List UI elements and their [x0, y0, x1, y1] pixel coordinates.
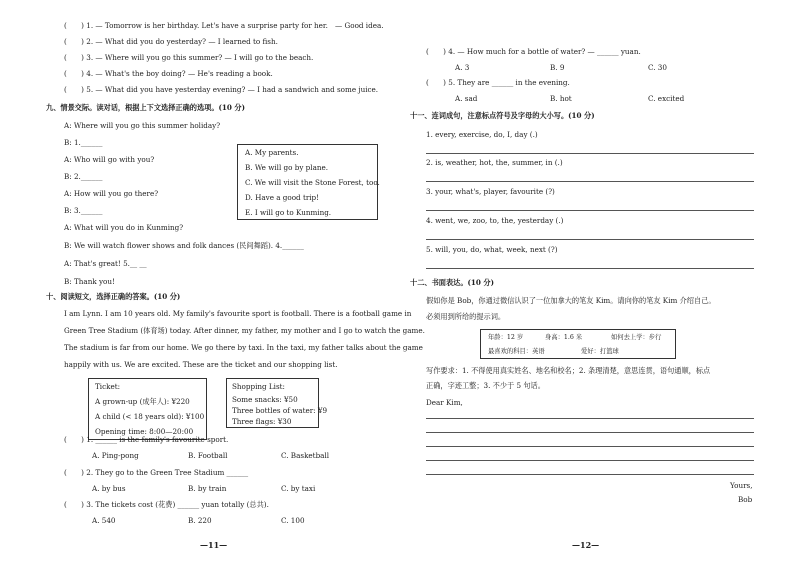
shopping-line: Three bottles of water: ¥9 — [232, 406, 328, 415]
mc-question-4: ( ) 4. — How much for a bottle of water? — ______ yuan. — [426, 47, 641, 56]
reading-option: B. by train — [188, 484, 227, 493]
mc-question-4: ( ) 4. — What's the boy doing? — He's reading a book. — [64, 69, 273, 78]
dialog-line: A: How will you go there? — [64, 189, 159, 198]
dialog-line: B: 3.______ — [64, 206, 103, 215]
ticket-title: Ticket: — [95, 382, 121, 391]
option-d: D. Have a good trip! — [245, 193, 320, 202]
letter-salutation: Dear Kim, — [426, 398, 463, 407]
ticket-line: A grown-up (成年人): ¥220 — [95, 397, 190, 406]
info-hobby: 爱好：打篮球 — [581, 348, 619, 355]
section-11-heading: 十一、连词成句，注意标点符号及字母的大小写。(10 分) — [410, 111, 595, 120]
option-e: E. I will go to Kunming. — [245, 208, 332, 217]
mc-option: C. excited — [648, 94, 685, 103]
writing-requirements: 写作要求：1. 不得使用真实姓名、地名和校名；2. 条理清楚，意思连贯，语句通顺，标点 — [426, 366, 711, 375]
answer-line — [426, 239, 754, 240]
info-commute: 如何去上学：步行 — [611, 334, 662, 341]
mc-option: C. 30 — [648, 63, 667, 72]
reading-option: A. Ping-pong — [92, 451, 139, 460]
word-order-item-2: 2. is, weather, hot, the, summer, in (.) — [426, 158, 563, 167]
dialog-line: A: Who will go with you? — [64, 155, 155, 164]
answer-line — [426, 181, 754, 182]
reading-question-1: ( ) 1. ______ is the family's favourite sport. — [64, 435, 229, 444]
reading-option: B. Football — [188, 451, 228, 460]
reading-question-3: ( ) 3. The tickets cost (花费) ______ yuan totally (总共). — [64, 500, 269, 509]
answer-line — [426, 268, 754, 269]
writing-line — [426, 418, 754, 419]
dialog-line: B: 1.______ — [64, 138, 103, 147]
dialog-line: B: Thank you! — [64, 277, 115, 286]
ticket-line: A child (< 18 years old): ¥100 — [95, 412, 205, 421]
reading-option: B. 220 — [188, 516, 212, 525]
answer-line — [426, 153, 754, 154]
passage-line: Green Tree Stadium (体育场) today. After dinner, my father, my mother and I go to watch the game. — [64, 326, 425, 335]
option-c: C. We will visit the Stone Forest, too. — [245, 178, 380, 187]
word-order-item-3: 3. your, what's, player, favourite (?) — [426, 187, 555, 196]
writing-prompt: 必须用到所给的提示词。 — [426, 312, 506, 321]
reading-option: C. Basketball — [281, 451, 330, 460]
mc-option: B. 9 — [550, 63, 565, 72]
ticket-line: Opening time: 8:00—20:00 — [95, 427, 194, 436]
writing-requirements: 正确，字迹工整；3. 不少于 5 句话。 — [426, 381, 545, 390]
word-order-item-5: 5. will, you, do, what, week, next (?) — [426, 245, 558, 254]
word-order-item-1: 1. every, exercise, do, I, day (.) — [426, 130, 538, 139]
writing-line — [426, 474, 754, 475]
letter-closing: Yours, — [730, 481, 753, 490]
section-12-heading: 十二、书面表达。(10 分) — [410, 278, 494, 287]
mc-option: A. 3 — [455, 63, 470, 72]
page-number: —11— — [200, 540, 228, 550]
mc-question-2: ( ) 2. — What did you do yesterday? — I learned to fish. — [64, 37, 278, 46]
option-b: B. We will go by plane. — [245, 163, 329, 172]
shopping-line: Some snacks: ¥50 — [232, 395, 298, 404]
info-subject: 最喜欢的科目：英语 — [488, 348, 545, 355]
mc-option: B. hot — [550, 94, 572, 103]
letter-signature: Bob — [738, 495, 753, 504]
word-order-item-4: 4. went, we, zoo, to, the, yesterday (.) — [426, 216, 564, 225]
passage-line: The stadium is far from our home. We go there by taxi. In the taxi, my father talks about the game — [64, 343, 423, 352]
writing-line — [426, 432, 754, 433]
passage-line: happily with us. We are excited. These are the ticket and our shopping list. — [64, 360, 338, 369]
reading-option: C. 100 — [281, 516, 305, 525]
ticket-box — [88, 378, 207, 440]
option-a: A. My parents. — [245, 148, 299, 157]
dialog-line: A: What will you do in Kunming? — [64, 223, 184, 232]
writing-prompt: 假如你是 Bob，你通过微信认识了一位加拿大的笔友 Kim。请向你的笔友 Kim 介绍自己。 — [426, 296, 716, 305]
dialog-line: A: That's great! 5.__ __ — [64, 259, 147, 268]
info-height: 身高：1.6 米 — [545, 334, 583, 341]
info-age: 年龄：12 岁 — [488, 334, 524, 341]
passage-line: I am Lynn. I am 10 years old. My family's favourite sport is football. There is a football game in — [64, 309, 412, 318]
mc-question-5: ( ) 5. They are ______ in the evening. — [426, 78, 570, 87]
reading-option: C. by taxi — [281, 484, 316, 493]
writing-line — [426, 446, 754, 447]
mc-question-1: ( ) 1. — Tomorrow is her birthday. Let's have a surprise party for her. — Good idea. — [64, 21, 384, 30]
shopping-line: Three flags: ¥30 — [232, 417, 292, 426]
info-box — [480, 329, 676, 359]
mc-option: A. sad — [455, 94, 478, 103]
dialog-line: B: We will watch flower shows and folk dances (民间舞蹈). 4.______ — [64, 241, 304, 250]
options-box — [237, 144, 378, 220]
shopping-list-box — [226, 378, 328, 428]
page-number: —12— — [572, 540, 600, 550]
dialog-line: B: 2.______ — [64, 172, 103, 181]
reading-option: A. by bus — [92, 484, 126, 493]
writing-line — [426, 460, 754, 461]
dialog-line: A: Where will you go this summer holiday? — [64, 121, 221, 130]
section-10-heading: 十、阅读短文，选择正确的答案。(10 分) — [46, 292, 181, 301]
reading-option: A. 540 — [92, 516, 116, 525]
answer-line — [426, 210, 754, 211]
mc-question-5: ( ) 5. — What did you have yesterday evening? — I had a sandwich and some juice. — [64, 85, 379, 94]
reading-question-2: ( ) 2. They go to the Green Tree Stadium ______ — [64, 468, 249, 477]
shopping-title: Shopping List: — [232, 382, 285, 391]
page-12 — [400, 0, 800, 566]
mc-question-3: ( ) 3. — Where will you go this summer? — I will go to the beach. — [64, 53, 314, 62]
section-9-heading: 九、情景交际。读对话，根据上下文选择正确的选项。(10 分) — [46, 103, 245, 112]
